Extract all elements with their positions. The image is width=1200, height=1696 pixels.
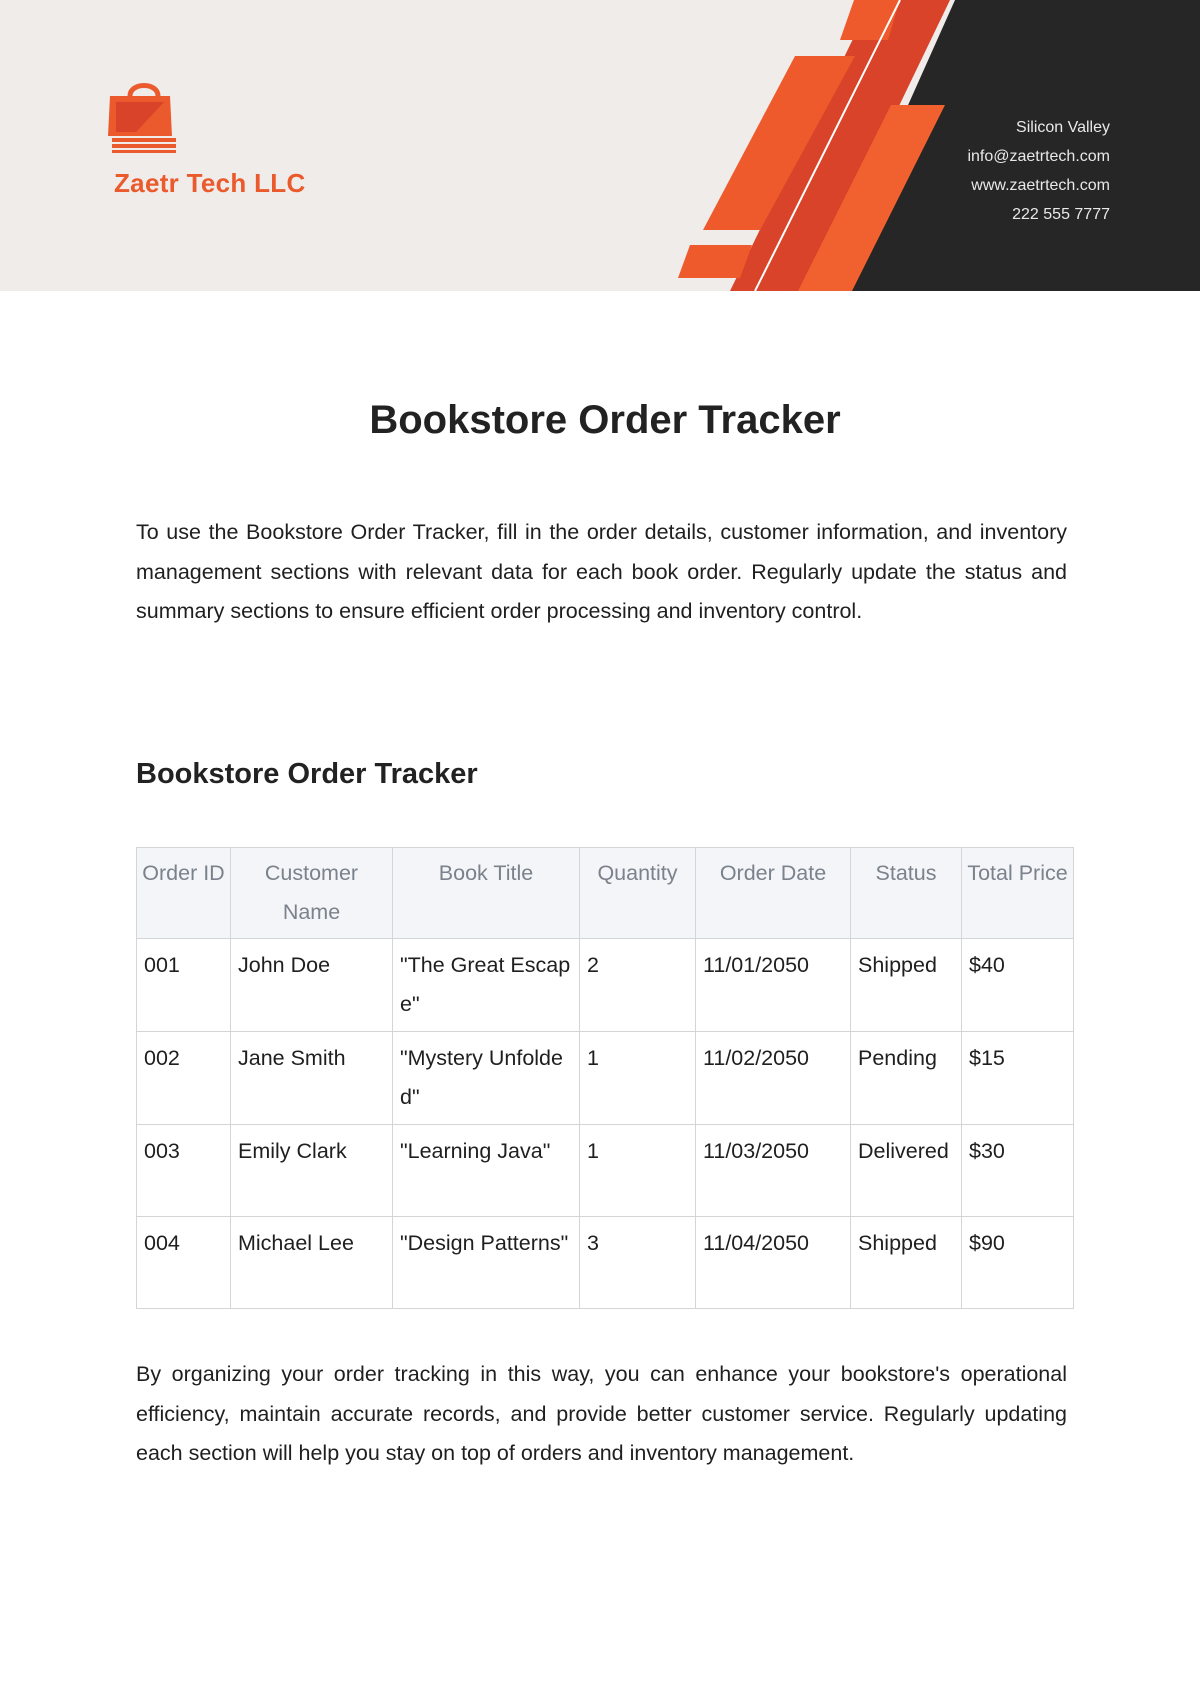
cell-total-price: $30 xyxy=(962,1125,1074,1217)
page-title: Bookstore Order Tracker xyxy=(369,398,841,442)
cell-book-title: "Learning Java" xyxy=(393,1125,580,1217)
order-table-container xyxy=(136,847,1073,1309)
cell-quantity: 1 xyxy=(580,1032,696,1125)
header-order-date: Order Date xyxy=(696,848,851,939)
cell-customer-name: Jane Smith xyxy=(231,1032,393,1125)
cell-order-date: 11/02/2050 xyxy=(696,1032,851,1125)
cell-status: Shipped xyxy=(851,1217,962,1309)
cell-total-price: $40 xyxy=(962,939,1074,1032)
company-name: Zaetr Tech LLC xyxy=(114,168,306,198)
contact-website[interactable]: www.zaetrtech.com xyxy=(971,177,1110,194)
header-total-price: Total Price xyxy=(962,848,1074,939)
header-status: Status xyxy=(851,848,962,939)
cell-total-price: $15 xyxy=(962,1032,1074,1125)
contact-location: Silicon Valley xyxy=(1016,119,1110,136)
cell-order-id: 002 xyxy=(137,1032,231,1125)
table-row xyxy=(137,939,1074,1032)
cell-order-id: 003 xyxy=(137,1125,231,1217)
cell-order-id: 001 xyxy=(137,939,231,1032)
cell-status: Pending xyxy=(851,1032,962,1125)
cell-order-date: 11/01/2050 xyxy=(696,939,851,1032)
cell-customer-name: John Doe xyxy=(231,939,393,1032)
letterhead xyxy=(0,0,1200,291)
cell-quantity: 1 xyxy=(580,1125,696,1217)
table-row xyxy=(137,1125,1074,1217)
cell-status: Shipped xyxy=(851,939,962,1032)
cell-order-id: 004 xyxy=(137,1217,231,1309)
cell-customer-name: Emily Clark xyxy=(231,1125,393,1217)
order-table xyxy=(136,847,1074,1309)
cell-customer-name: Michael Lee xyxy=(231,1217,393,1309)
cell-status: Delivered xyxy=(851,1125,962,1217)
contact-phone: 222 555 7777 xyxy=(1012,206,1110,223)
table-row xyxy=(137,1217,1074,1309)
cell-total-price: $90 xyxy=(962,1217,1074,1309)
table-row xyxy=(137,1032,1074,1125)
section-title: Bookstore Order Tracker xyxy=(136,758,478,790)
cell-quantity: 2 xyxy=(580,939,696,1032)
contact-info xyxy=(967,113,1110,229)
table-header-row xyxy=(137,848,1074,939)
header-customer-name: Customer Name xyxy=(231,848,393,939)
contact-email[interactable]: info@zaetrtech.com xyxy=(967,148,1110,165)
shopping-bag-logo-icon xyxy=(108,76,180,154)
header-book-title: Book Title xyxy=(393,848,580,939)
header-order-id: Order ID xyxy=(137,848,231,939)
closing-paragraph: By organizing your order tracking in this way, you can enhance your bookstore's operational efficiency, maintain accurate records, and provide better customer service. Regularly updating each section will help you stay on top of orders and inventory management. xyxy=(136,1362,1067,1465)
intro-paragraph: To use the Bookstore Order Tracker, fill in the order details, customer information, and inventory management sections with relevant data for each book order. Regularly update the status and summary sections to ensure efficient order processing and inventory control. xyxy=(136,520,1067,623)
cell-order-date: 11/04/2050 xyxy=(696,1217,851,1309)
cell-book-title: "Mystery Unfolded" xyxy=(393,1032,580,1125)
header-quantity: Quantity xyxy=(580,848,696,939)
cell-quantity: 3 xyxy=(580,1217,696,1309)
cell-book-title: "Design Patterns" xyxy=(393,1217,580,1309)
cell-order-date: 11/03/2050 xyxy=(696,1125,851,1217)
cell-book-title: "The Great Escape" xyxy=(393,939,580,1032)
